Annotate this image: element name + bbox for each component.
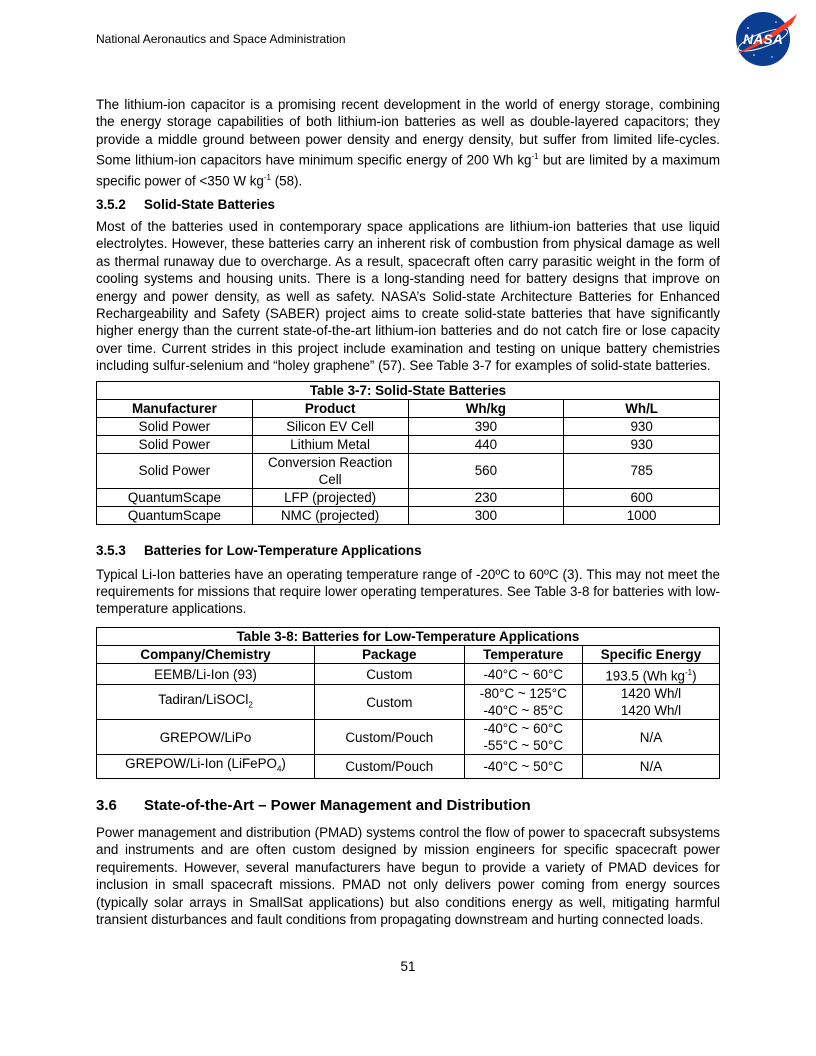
table-cell: 230: [408, 488, 564, 506]
table-row: [97, 663, 720, 684]
table-cell: LFP (projected): [252, 488, 408, 506]
table-cell: 1000: [564, 506, 720, 524]
table-cell: -80°C ~ 125°C -40°C ~ 85°C: [464, 685, 582, 720]
table-cell: 560: [408, 453, 564, 488]
section-heading-3-6: 3.6 State-of-the-Art – Power Management and Distribution: [96, 796, 531, 814]
table-cell: Tadiran/LiSOCl$_2$: [97, 685, 315, 720]
low-temperature-paragraph: Typical Li-Ion batteries have an operating temperature range of -20ºC to 60ºC (3). This may not meet the requirements for missions that require lower operating temperatures. See Table 3-8 for batteries with low-temperature applications.: [96, 566, 720, 617]
table-cell: EEMB/Li-Ion (93): [97, 663, 315, 684]
table-cell: Custom/Pouch: [315, 720, 465, 755]
table-cell: QuantumScape: [97, 506, 253, 524]
section-heading-3-5-3: 3.5.3 Batteries for Low-Temperature Applications: [96, 542, 422, 558]
table-cell: Custom: [315, 685, 465, 720]
table-cell: 193.5 (Wh $kg^{-1}$): [582, 663, 719, 684]
table-row: [97, 755, 720, 779]
table-cell: 930: [564, 435, 720, 453]
table-cell: 930: [564, 417, 720, 435]
column-header: Manufacturer: [97, 399, 253, 417]
table-cell: Conversion Reaction Cell: [252, 453, 408, 488]
table-cell: -40°C ~ 50°C: [464, 755, 582, 779]
svg-text:NASA: NASA: [743, 31, 783, 47]
table-cell: Solid Power: [97, 453, 253, 488]
page-content: [96, 96, 720, 928]
table-cell: QuantumScape: [97, 488, 253, 506]
table-cell: -40°C ~ 60°C: [464, 663, 582, 684]
nasa-logo: [732, 10, 798, 68]
table-cell: Custom/Pouch: [315, 755, 465, 779]
column-header: Product: [252, 399, 408, 417]
column-header: Wh/L: [564, 399, 720, 417]
table-cell: GREPOW/Li-Ion (LiFePO$_4$): [97, 755, 315, 779]
column-header: Package: [315, 645, 465, 663]
table-caption: Table 3-8: Batteries for Low-Temperature Applications: [97, 627, 720, 645]
table-cell: Custom: [315, 663, 465, 684]
table-cell: Solid Power: [97, 435, 253, 453]
table-cell: 600: [564, 488, 720, 506]
header-organization: National Aeronautics and Space Administration: [96, 32, 346, 46]
column-header: Specific Energy: [582, 645, 719, 663]
column-header: Temperature: [464, 645, 582, 663]
table-cell: GREPOW/LiPo: [97, 720, 315, 755]
table-cell: -40°C ~ 60°C -55°C ~ 50°C: [464, 720, 582, 755]
page-number: 51: [400, 959, 416, 974]
table-cell: 1420 Wh/l 1420 Wh/l: [582, 685, 719, 720]
column-header: Wh/kg: [408, 399, 564, 417]
section-heading-3-5-2: 3.5.2 Solid-State Batteries: [96, 196, 275, 212]
table-cell: Lithium Metal: [252, 435, 408, 453]
table-cell: 785: [564, 453, 720, 488]
table-row: [97, 435, 720, 453]
table-cell: 390: [408, 417, 564, 435]
table-cell: Solid Power: [97, 417, 253, 435]
table-caption: Table 3-7: Solid-State Batteries: [97, 381, 720, 399]
table-row: [97, 488, 720, 506]
table-3-8: [96, 627, 720, 779]
table-row: [97, 685, 720, 720]
table-cell: 440: [408, 435, 564, 453]
table-row: [97, 720, 720, 755]
table-cell: 300: [408, 506, 564, 524]
column-header: Company/Chemistry: [97, 645, 315, 663]
table-cell: N/A: [582, 720, 719, 755]
solid-state-paragraph: Most of the batteries used in contemporary space applications are lithium-ion batteries that use liquid electrolytes. However, these batteries carry an inherent risk of combustion from physical damage as well as thermal runaway due to overcharge. As a result, spacecraft often carry parasitic weight in the form of cooling systems and housing units. There is a long-standing need for battery designs that improve on energy and power density, as well as safety. NASA’s Solid-state Architecture Batteries for Enhanced Rechargeability and Safety (SABER) project aims to create solid-state batteries that have significantly higher energy than the current state-of-the-art lithium-ion batteries and do not catch fire or lose capacity over time. Current strides in this project include examination and testing on unique battery chemistries including sulfur-selenium and “holey graphene” (57). See Table 3-7 for examples of solid-state batteries.: [96, 218, 720, 374]
table-3-7: [96, 381, 720, 525]
table-row: [97, 453, 720, 488]
table-cell: NMC (projected): [252, 506, 408, 524]
pmad-paragraph: Power management and distribution (PMAD) systems control the flow of power to spacecraft subsystems and instruments and are often custom designed by mission engineers for specific spacecraft power requirements. However, several manufacturers have begun to provide a variety of PMAD devices for inclusion in small spacecraft missions. PMAD not only delivers power coming from energy sources (typically solar arrays in SmallSat applications) but also conditions energy as well, mitigating harmful transient disturbances and fault conditions from propagating downstream and hurting connected loads.: [96, 824, 720, 928]
intro-paragraph: The lithium-ion capacitor is a promising recent development in the world of energy storage, combining the energy storage capabilities of both lithium-ion batteries as well as double-layered capacitors; they provide a middle ground between power density and energy density, but suffer from limited life-cycles. Some lithium-ion capacitors have minimum specific energy of 200 Wh $kg^{-1}$ but are limited by a maximum specific power of <350 W $kg^{-1}$ (58).: [96, 97, 720, 189]
table-cell: Silicon EV Cell: [252, 417, 408, 435]
table-row: [97, 506, 720, 524]
table-cell: N/A: [582, 755, 719, 779]
table-row: [97, 417, 720, 435]
